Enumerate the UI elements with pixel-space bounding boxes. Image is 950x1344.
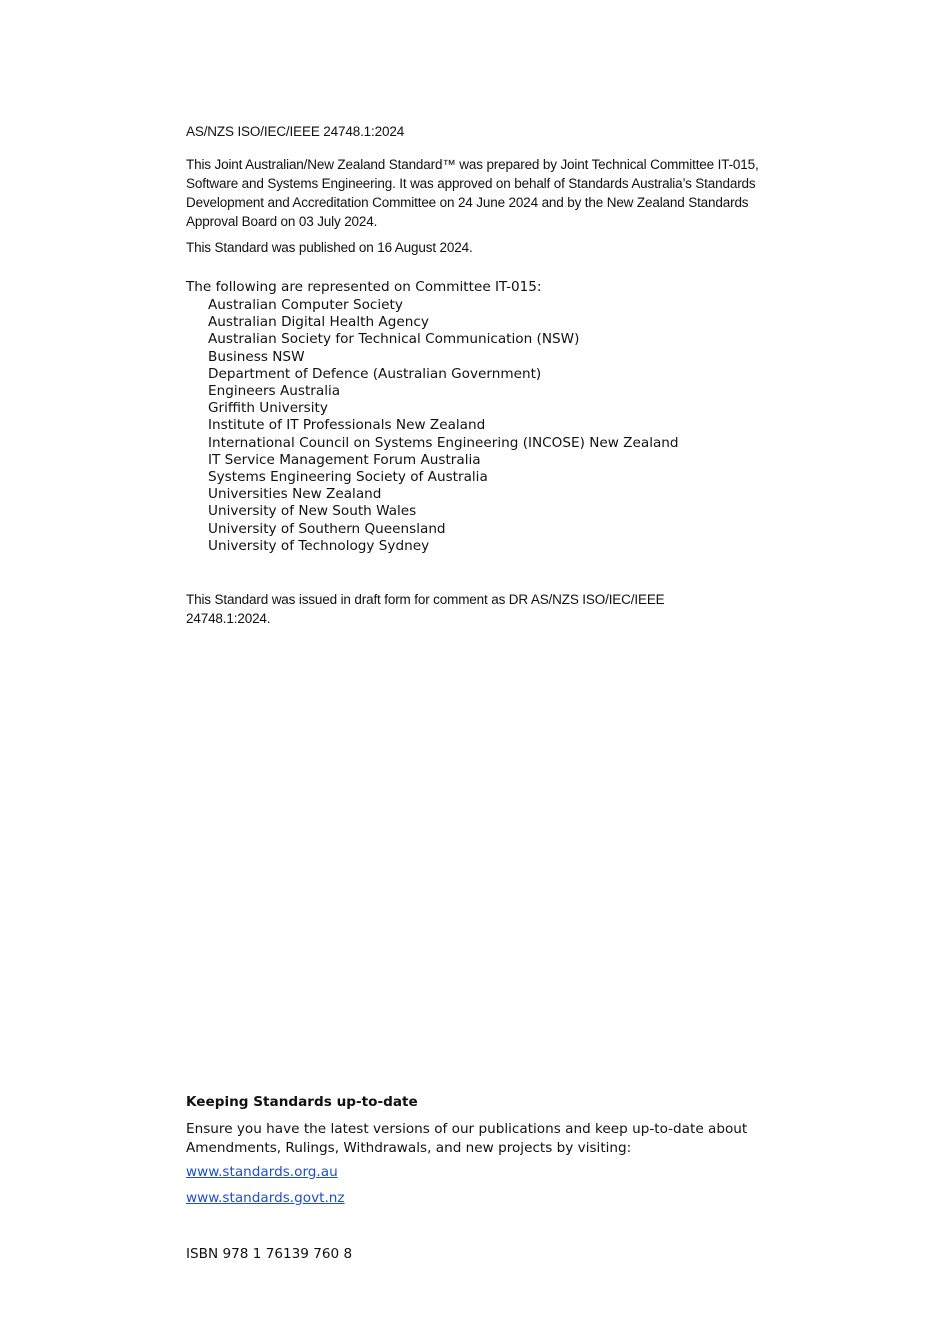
committee-member: Systems Engineering Society of Australia <box>208 469 488 486</box>
committee-member: Institute of IT Professionals New Zealand <box>208 417 486 434</box>
committee-member-list <box>186 297 679 555</box>
draft-note: This Standard was issued in draft form for comment as DR AS/NZS ISO/IEC/IEEE 24748.1:2024. <box>186 592 665 626</box>
committee-member: IT Service Management Forum Australia <box>208 451 481 468</box>
committee-member: University of New South Wales <box>208 503 417 520</box>
committee-member: Australian Digital Health Agency <box>208 314 429 331</box>
keeping-up-to-date-text: Ensure you have the latest versions of our publications and keep up-to-date about Amendments, Rulings, Withdrawals, and new projects by visiting: <box>186 1121 748 1156</box>
publication-date-statement: This Standard was published on 16 August 2024. <box>186 240 473 255</box>
committee-member: Universities New Zealand <box>208 486 382 503</box>
committee-member: Business NSW <box>208 348 305 365</box>
committee-member: Engineers Australia <box>208 383 341 400</box>
committee-member: International Council on Systems Engineering (INCOSE) New Zealand <box>208 434 679 451</box>
committee-section <box>186 278 679 555</box>
committee-member: University of Technology Sydney <box>208 537 430 554</box>
committee-member: Australian Society for Technical Communication (NSW) <box>208 331 580 348</box>
isbn: ISBN 978 1 76139 760 8 <box>186 1246 353 1262</box>
keeping-up-to-date-heading: Keeping Standards up-to-date <box>186 1094 418 1110</box>
committee-member: Department of Defence (Australian Government) <box>208 365 542 382</box>
committee-heading: The following are represented on Committee IT-015: <box>186 279 542 295</box>
standards-nz-link[interactable]: www.standards.govt.nz <box>186 1190 345 1206</box>
committee-member: University of Southern Queensland <box>208 520 446 537</box>
approval-statement: This Joint Australian/New Zealand Standard™ was prepared by Joint Technical Committee IT-015, Software and Systems Engineering. It was approved on behalf of Standards Australia’s Standards Development and Accreditation Committee on 24 June 2024 and by the New Zealand Standards Approval Board on 03 July 2024. <box>186 157 759 229</box>
document-page <box>186 0 776 1344</box>
document-identifier: AS/NZS ISO/IEC/IEEE 24748.1:2024 <box>186 124 405 139</box>
committee-member: Griffith University <box>208 400 328 417</box>
standards-au-link[interactable]: www.standards.org.au <box>186 1164 338 1180</box>
committee-member: Australian Computer Society <box>208 297 403 313</box>
